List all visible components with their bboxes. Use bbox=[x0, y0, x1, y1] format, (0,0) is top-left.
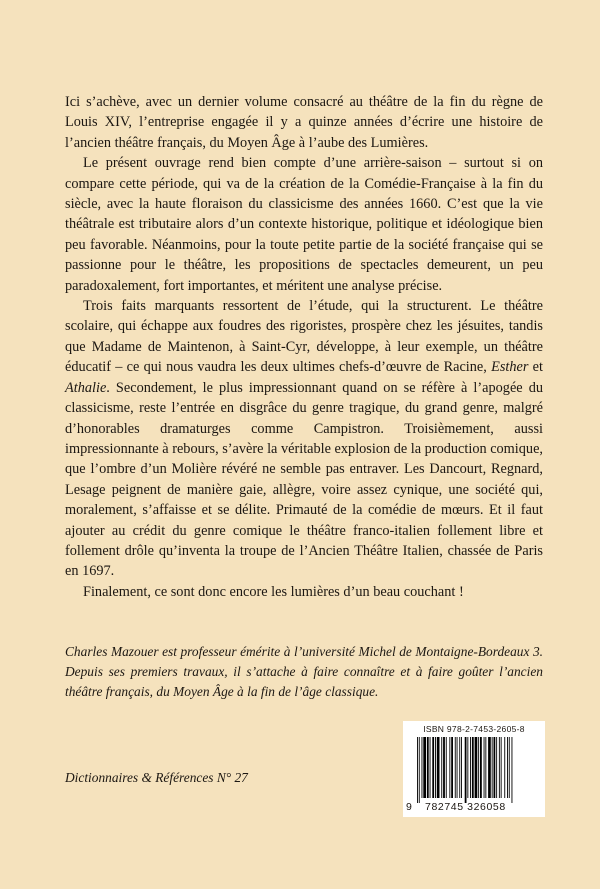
barcode-bar bbox=[432, 737, 434, 798]
title-esther: Esther bbox=[491, 359, 529, 376]
barcode-bar bbox=[457, 737, 458, 798]
barcode-bars bbox=[417, 737, 531, 803]
barcode-bar bbox=[509, 737, 510, 798]
barcode-bar bbox=[461, 737, 462, 798]
barcode-bar bbox=[435, 737, 436, 798]
barcode-bar bbox=[484, 737, 485, 798]
isbn-label: ISBN 978-2-7453-2605-8 bbox=[423, 724, 525, 734]
summary-paragraph-3-start: Trois faits marquants ressortent de l’étude, qui la structurent. Le théâtre scolaire, qui échappe aux foudres des rigoristes, prospère chez les jésuites, tandis que Madame de Maintenon, à Saint-Cyr, développe, à leur exemple, un théâtre éducatif – ce qui nous vaudra les deux ultimes chefs-d’œuvre de Racine, bbox=[65, 298, 543, 376]
barcode-bar bbox=[478, 737, 479, 798]
barcode-bar bbox=[507, 737, 508, 798]
barcode-bar bbox=[512, 737, 513, 803]
barcode-bar bbox=[441, 737, 442, 798]
barcode-bar bbox=[472, 737, 474, 798]
summary-paragraph-1: Ici s’achève, avec un dernier volume consacré au théâtre de la fin du règne de Louis XIV, l’entreprise engagée il y a quinze années d’écrire une histoire de l’ancien théâtre français, du Moyen Âge à l’aube des Lumières. bbox=[65, 94, 543, 151]
summary-paragraph-4: Finalement, ce sont donc encore les lumières d’un beau couchant ! bbox=[83, 583, 464, 600]
barcode-bar bbox=[423, 737, 426, 798]
barcode-bar bbox=[459, 737, 460, 798]
barcode-bar bbox=[499, 737, 500, 798]
barcode-bar bbox=[504, 737, 505, 798]
author-bio: Charles Mazouer est professeur émérite à l’université Michel de Montaigne-Bordeaux 3. Depuis ses premiers travaux, il s’attache à faire connaître et à faire goûter l’ancien théâtre français, du Moyen Âge à la fin de l’âge classique. bbox=[65, 644, 543, 699]
barcode-bar bbox=[467, 737, 468, 798]
barcode-bar bbox=[419, 737, 420, 803]
barcode-bar bbox=[417, 737, 418, 803]
isbn-barcode bbox=[403, 721, 545, 817]
barcode-bar bbox=[443, 737, 445, 798]
barcode-bar bbox=[437, 737, 440, 798]
barcode-lead-digit: 9 bbox=[406, 801, 413, 813]
barcode-bar bbox=[430, 737, 431, 798]
barcode-number: 782745 326058 bbox=[425, 801, 506, 813]
barcode-bar bbox=[422, 737, 423, 798]
barcode-bar bbox=[446, 737, 447, 798]
barcode-bar bbox=[449, 737, 450, 798]
barcode-bar bbox=[488, 737, 491, 798]
barcode-bar bbox=[475, 737, 478, 798]
summary-paragraph-3 bbox=[65, 296, 543, 582]
barcode-bar bbox=[480, 737, 482, 798]
barcode-bar bbox=[494, 737, 496, 798]
summary-paragraph-2: Le présent ouvrage rend bien compte d’une arrière-saison – surtout si on compare cette période, qui va de la création de la Comédie-Française à la fin du siècle, avec la haute floraison du classicisme des années 1660. C’est que la vie théâtrale est tributaire alors d’un contexte historique, politique et idéologique bien peu favorable. Néanmoins, pour la toute petite partie de la société française qui se passionne pour le théâtre, les propositions de spectacles demeurent, un peu paradoxalement, fort importantes, et méritent une analyse précise. bbox=[65, 155, 543, 294]
barcode-bar bbox=[427, 737, 429, 798]
barcode-bar bbox=[485, 737, 486, 798]
barcode-bar bbox=[455, 737, 456, 798]
title-athalie: Athalie bbox=[65, 379, 107, 396]
barcode-bar bbox=[501, 737, 502, 798]
summary-text bbox=[65, 92, 543, 602]
barcode-bar bbox=[496, 737, 497, 798]
barcode-bar bbox=[451, 737, 453, 798]
barcode-bar bbox=[470, 737, 471, 798]
conjunction: et bbox=[528, 359, 543, 376]
barcode-bar bbox=[492, 737, 493, 798]
barcode-bar bbox=[465, 737, 467, 803]
summary-paragraph-3-end: . Secondement, le plus impressionnant quand on se réfère à l’apogée du classicisme, reste l’entrée en disgrâce du genre tragique, du grand genre, malgré d’honorables dramaturges comme Campistron. Troisièmement, aussi impressionnante à rebours, s’avère la véritable explosion de la production comique, que l’ombre d’un Molière révéré ne semble pas entraver. Les Dancourt, Regnard, Lesage peignent de manière gaie, allègre, voire assez cynique, une société qui, moralement, s’affaisse et se délite. Primauté de la comédie de mœurs. Et il faut ajouter au crédit du genre comique le théâtre franco-italien follement libre et follement drôle qu’inventa la troupe de l’Ancien Théâtre Italien, chassée de Paris en 1697. bbox=[65, 379, 543, 580]
series-label: Dictionnaires & Références N° 27 bbox=[65, 770, 248, 785]
